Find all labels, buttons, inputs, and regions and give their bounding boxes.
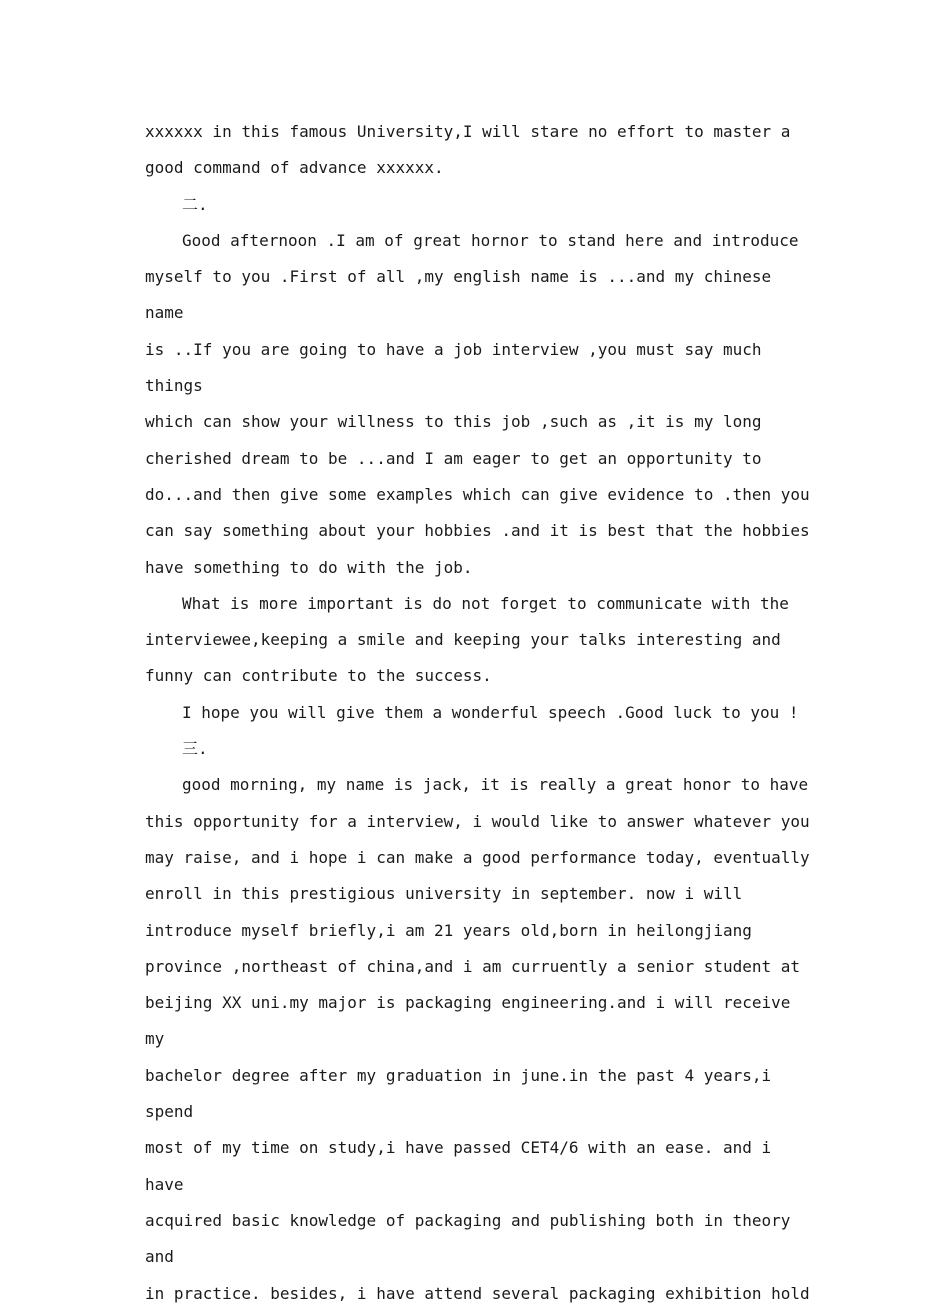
paragraph-good-morning: good morning, my name is jack, it is really a great honor to have this opportunity for a interview, i would like to answer whatever you may raise, and i hope i can make a good performance today, eventually enroll in this prestigious university in september. now i will introduce myself briefly,i am 21 years old,born in heilongjiang province ,northeast of china,and i am curruently a senior student at beijing XX uni.my major is packaging engineering.and i will receive my bachelor degree after my graduation in june.in the past 4 years,i spend most of my time on study,i have passed CET4/6 with an ease. and i have acquired basic knowledge of packaging and publishing both in theory and in practice. besides, i have attend several packaging exhibition hold [145, 775, 810, 1303]
paragraph-continuation: xxxxxx in this famous University,I will stare no effort to master a good command of advance xxxxxx. [145, 122, 791, 178]
document-body [145, 114, 810, 1312]
paragraph-good-luck: I hope you will give them a wonderful speech .Good luck to you ! [182, 702, 799, 722]
paragraph-good-afternoon: Good afternoon .I am of great hornor to stand here and introduce myself to you .First of all ,my english name is ...and my chinese name is ..If you are going to have a job interview ,you must say much things which can show your willness to this job ,such as ,it is my long cherished dream to be ...and I am eager to get an opportunity to do...and then give some examples which can give evidence to .then you can say something about your hobbies .and it is best that the hobbies have something to do with the job. [145, 230, 810, 577]
section-heading-two: 二. [182, 194, 208, 214]
section-heading-three: 三. [182, 739, 208, 759]
paragraph-communicate: What is more important is do not forget to communicate with the interviewee,keeping a smile and keeping your talks interesting and funny can contribute to the success. [145, 593, 789, 686]
